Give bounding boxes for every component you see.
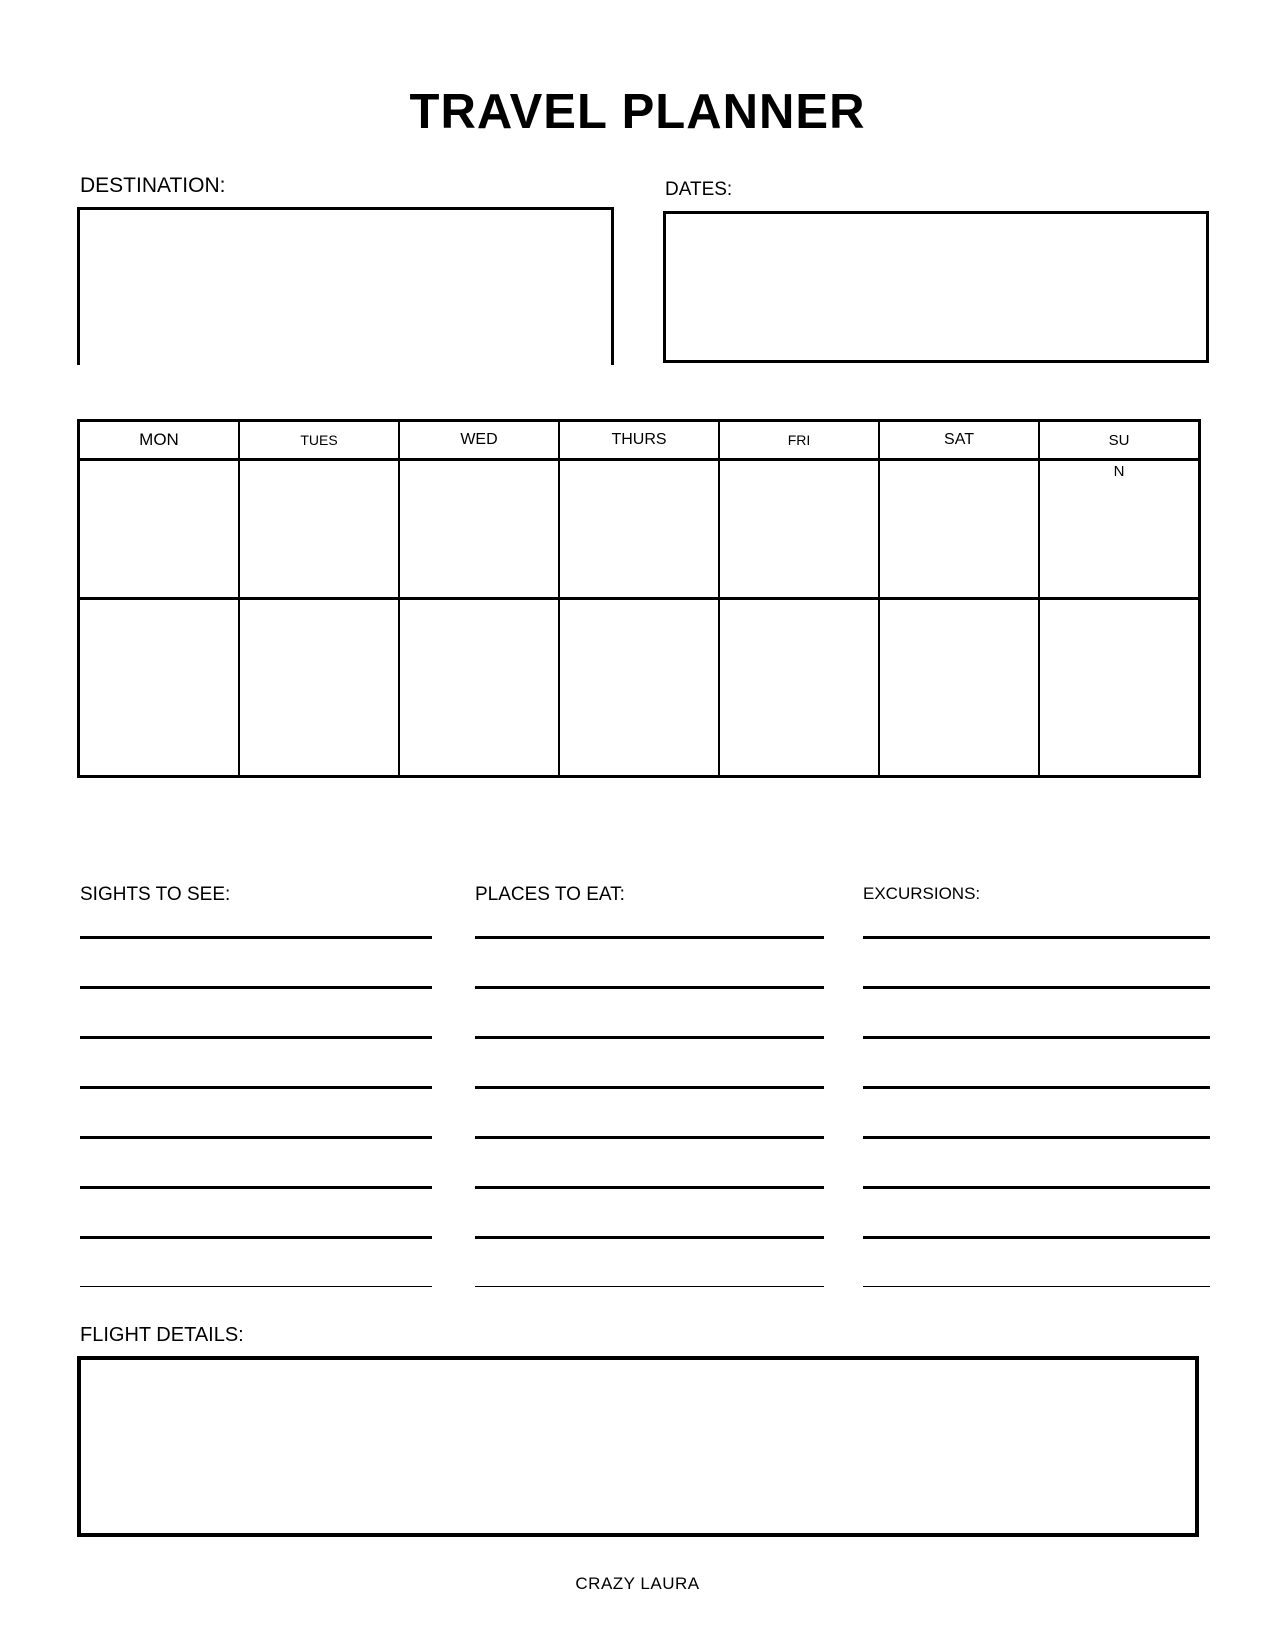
dates-label: DATES: (665, 179, 733, 200)
week-cell-row1-col5[interactable] (720, 461, 880, 600)
week-cell-row1-col1[interactable] (80, 461, 240, 600)
week-cell-row2-col1[interactable] (80, 600, 240, 775)
sights-to-see-line-6[interactable] (80, 1186, 432, 1189)
flight-details-label: FLIGHT DETAILS: (80, 1324, 244, 1346)
sights-to-see-line-3[interactable] (80, 1036, 432, 1039)
sights-to-see-line-1[interactable] (80, 936, 432, 939)
excursions-line-4[interactable] (863, 1086, 1210, 1089)
excursions-line-5[interactable] (863, 1136, 1210, 1139)
sights-to-see-line-4[interactable] (80, 1086, 432, 1089)
destination-input-box[interactable] (77, 207, 614, 365)
week-cell-row1-col3[interactable] (400, 461, 560, 600)
week-cell-row2-col6[interactable] (880, 600, 1040, 775)
week-cell-row1-col2[interactable] (240, 461, 400, 600)
week-header-row (80, 422, 1198, 480)
week-cell-row2-col5[interactable] (720, 600, 880, 775)
week-row-2 (80, 600, 1198, 775)
week-cell-row2-col4[interactable] (560, 600, 720, 775)
week-cell-row2-col2[interactable] (240, 600, 400, 775)
destination-label: DESTINATION: (80, 174, 226, 197)
excursions-line-1[interactable] (863, 936, 1210, 939)
places-to-eat-line-5[interactable] (475, 1136, 824, 1139)
excursions-line-6[interactable] (863, 1186, 1210, 1189)
places-to-eat-label: PLACES TO EAT: (475, 884, 625, 905)
places-to-eat-line-7[interactable] (475, 1236, 824, 1239)
flight-details-input-box[interactable] (77, 1356, 1199, 1537)
sights-to-see-line-2[interactable] (80, 986, 432, 989)
places-to-eat-line-6[interactable] (475, 1186, 824, 1189)
places-to-eat-line-8[interactable] (475, 1286, 824, 1287)
day-header-overflow-label: N (1113, 463, 1125, 480)
day-header-label: THURS (611, 431, 667, 448)
list-column-excursions (863, 884, 1210, 1304)
sights-to-see-line-8[interactable] (80, 1286, 432, 1287)
day-header-label: TUES (300, 432, 338, 448)
places-to-eat-line-4[interactable] (475, 1086, 824, 1089)
day-header-sat (880, 422, 1040, 461)
page-title: TRAVEL PLANNER (409, 85, 866, 139)
week-row-1 (80, 461, 1198, 600)
day-header-mon (80, 422, 240, 461)
day-header-tues (240, 422, 400, 461)
week-cell-row1-col4[interactable] (560, 461, 720, 600)
day-header-wed (400, 422, 560, 461)
excursions-label: EXCURSIONS: (863, 884, 981, 903)
week-table (77, 419, 1201, 778)
footer-credit: CRAZY LAURA (575, 1574, 700, 1593)
day-header-label: WED (460, 431, 498, 448)
dates-input-box[interactable] (663, 211, 1209, 363)
list-column-places-to-eat (475, 884, 824, 1304)
list-column-sights-to-see (80, 884, 432, 1304)
excursions-line-7[interactable] (863, 1236, 1210, 1239)
day-header-label: SU (1108, 431, 1130, 449)
places-to-eat-line-1[interactable] (475, 936, 824, 939)
week-cell-row1-col6[interactable] (880, 461, 1040, 600)
week-cell-row2-col7[interactable] (1040, 600, 1198, 775)
day-header-su (1040, 422, 1198, 480)
sights-to-see-line-7[interactable] (80, 1236, 432, 1239)
excursions-line-8[interactable] (863, 1286, 1210, 1287)
day-header-label: MON (139, 430, 179, 449)
places-to-eat-line-2[interactable] (475, 986, 824, 989)
day-header-label: FRI (787, 432, 811, 448)
week-cell-row1-col7[interactable] (1040, 461, 1198, 600)
excursions-line-2[interactable] (863, 986, 1210, 989)
day-header-thurs (560, 422, 720, 461)
places-to-eat-line-3[interactable] (475, 1036, 824, 1039)
excursions-line-3[interactable] (863, 1036, 1210, 1039)
week-cell-row2-col3[interactable] (400, 600, 560, 775)
sights-to-see-label: SIGHTS TO SEE: (80, 884, 231, 905)
sights-to-see-line-5[interactable] (80, 1136, 432, 1139)
day-header-label: SAT (944, 431, 974, 448)
day-header-fri (720, 422, 880, 461)
